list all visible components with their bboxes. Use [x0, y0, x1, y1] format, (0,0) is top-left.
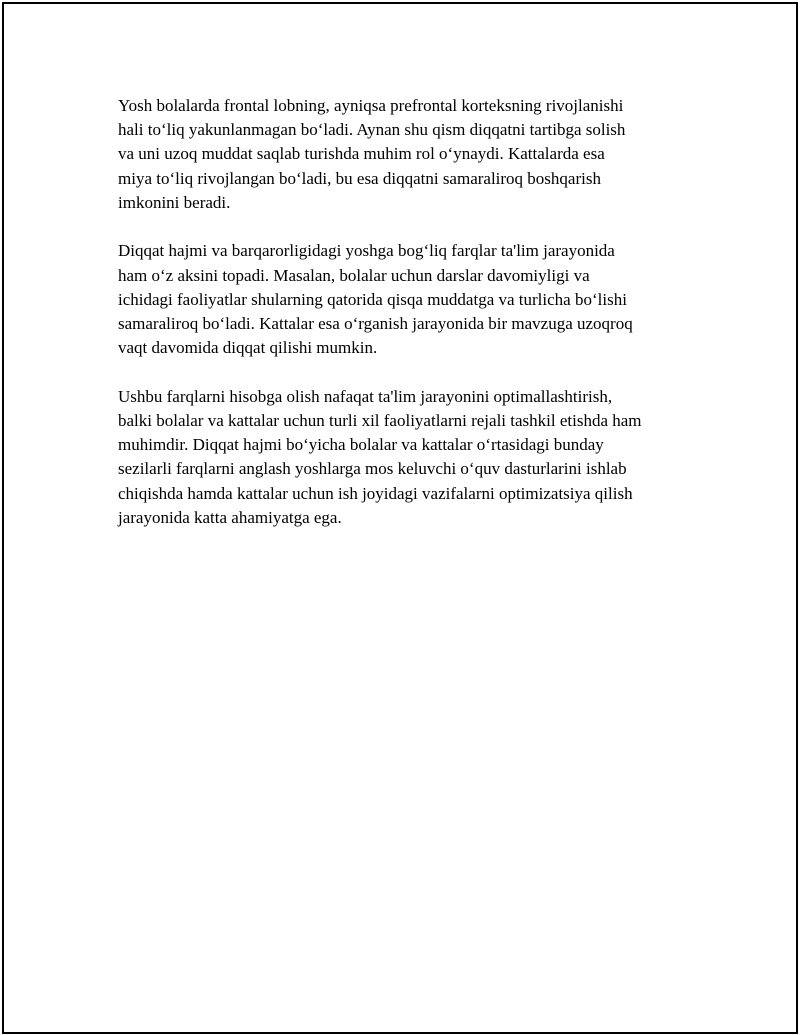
text-line: balki bolalar va kattalar uchun turli xil faoliyatlarni rejali tashkil etishda ham: [118, 411, 642, 431]
text-line: ichidagi faoliyatlar shularning qatorida qisqa muddatga va turlicha bo‘lishi: [118, 289, 627, 309]
text-line: Ushbu farqlarni hisobga olish nafaqat ta'lim jarayonini optimallashtirish,: [118, 386, 613, 406]
text-line: samaraliroq bo‘ladi. Kattalar esa o‘rganish jarayonida bir mavzuga uzoqroq: [118, 314, 633, 334]
text-line: Diqqat hajmi va barqarorligidagi yoshga bog‘liq farqlar ta'lim jarayonida: [118, 241, 615, 261]
text-line: hali to‘liq yakunlanmagan bo‘ladi. Aynan shu qism diqqatni tartibga solish: [118, 120, 626, 140]
text-line: Yosh bolalarda frontal lobning, ayniqsa prefrontal korteksning rivojlanishi: [118, 96, 624, 115]
text-line: sezilarli farqlarni anglash yoshlarga mos keluvchi o‘quv dasturlarini ishlab: [118, 459, 627, 479]
text-line: jarayonida katta ahamiyatga ega.: [118, 507, 342, 527]
paragraph-2: [118, 239, 698, 360]
paragraph-3: [118, 385, 698, 530]
text-line: va uni uzoq muddat saqlab turishda muhim rol o‘ynaydi. Kattalarda esa: [118, 144, 605, 164]
paragraph-1: [118, 94, 698, 215]
text-line: ham o‘z aksini topadi. Masalan, bolalar uchun darslar davomiyligi va: [118, 265, 590, 285]
document-body: [118, 94, 698, 554]
text-line: imkonini beradi.: [118, 192, 231, 212]
text-line: muhimdir. Diqqat hajmi bo‘yicha bolalar va kattalar o‘rtasidagi bunday: [118, 435, 604, 455]
text-line: chiqishda hamda kattalar uchun ish joyidagi vazifalarni optimizatsiya qilish: [118, 483, 633, 503]
text-line: miya to‘liq rivojlangan bo‘ladi, bu esa diqqatni samaraliroq boshqarish: [118, 168, 601, 188]
text-line: vaqt davomida diqqat qilishi mumkin.: [118, 338, 378, 358]
